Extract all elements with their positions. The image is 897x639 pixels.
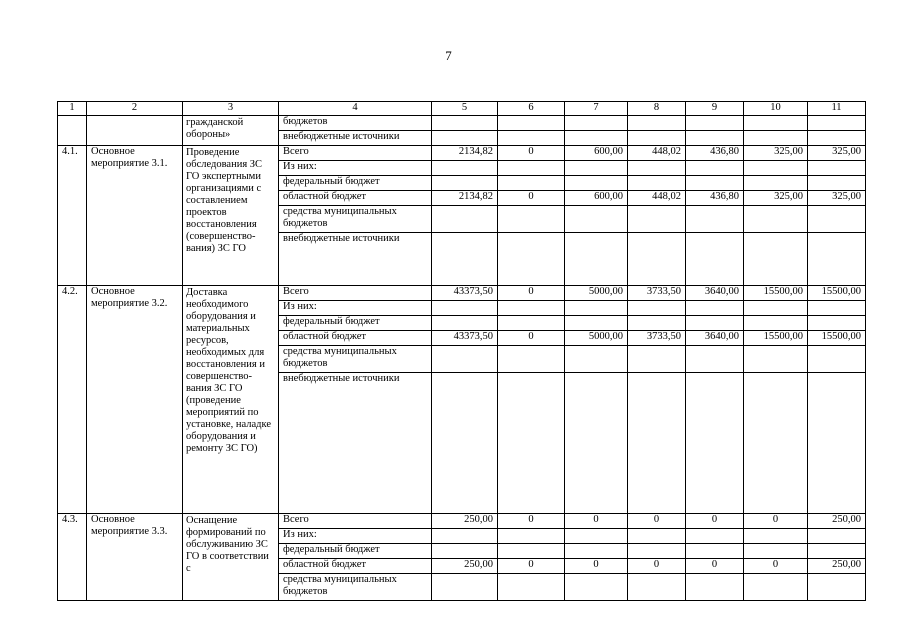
value-cell: 5000,00 <box>565 286 628 301</box>
header-cell: 7 <box>565 102 628 116</box>
activity-number: 4.1. <box>58 146 87 286</box>
header-row <box>58 102 866 116</box>
value-cell: 3733,50 <box>628 331 686 346</box>
activity-description: Проведение обследования ЗС ГО экспертными организациями с составлением проектов восстановления (совершенство-вания) ЗС ГО <box>183 146 279 286</box>
value-cell: 448,02 <box>628 146 686 161</box>
value-cell: 15500,00 <box>744 286 808 301</box>
value-cell: 0 <box>498 146 565 161</box>
value-cell: 325,00 <box>744 146 808 161</box>
source-label: внебюджетные источники <box>279 233 432 286</box>
value-cell: 448,02 <box>628 191 686 206</box>
value-cell: 5000,00 <box>565 331 628 346</box>
value-cell: 325,00 <box>744 191 808 206</box>
value-cell: 0 <box>628 514 686 529</box>
source-label: Всего <box>279 146 432 161</box>
value-cell: 0 <box>628 559 686 574</box>
source-label: внебюджетные источники <box>279 131 432 146</box>
header-cell: 10 <box>744 102 808 116</box>
value-cell: 0 <box>686 559 744 574</box>
activity-name: Основное мероприятие 3.3. <box>87 514 183 601</box>
source-label: средства муниципальных бюджетов <box>279 206 432 233</box>
value-cell: 0 <box>498 514 565 529</box>
value-cell: 0 <box>565 514 628 529</box>
source-label: областной бюджет <box>279 331 432 346</box>
source-label: федеральный бюджет <box>279 316 432 331</box>
header-cell: 11 <box>808 102 866 116</box>
value-cell: 250,00 <box>808 559 866 574</box>
value-cell: 0 <box>686 514 744 529</box>
table-row <box>58 116 866 131</box>
source-label: средства муниципальных бюджетов <box>279 574 432 601</box>
source-label: Из них: <box>279 301 432 316</box>
value-cell: 2134,82 <box>432 191 498 206</box>
value-cell: 250,00 <box>432 559 498 574</box>
activity-description: Доставка необходимого оборудования и материальных ресурсов, необходимых для восстановления и совершенство-вания ЗС ГО (проведение мероприятий по установке, наладке оборудования и ремонту ЗС ГО) <box>183 286 279 514</box>
source-label: областной бюджет <box>279 191 432 206</box>
source-label: средства муниципальных бюджетов <box>279 346 432 373</box>
activity-name: Основное мероприятие 3.2. <box>87 286 183 514</box>
header-cell: 3 <box>183 102 279 116</box>
source-label: внебюджетные источники <box>279 373 432 514</box>
value-cell: 0 <box>498 331 565 346</box>
activity-description: гражданской обороны» <box>183 116 279 146</box>
value-cell: 15500,00 <box>808 286 866 301</box>
value-cell: 0 <box>744 559 808 574</box>
header-cell: 8 <box>628 102 686 116</box>
header-cell: 2 <box>87 102 183 116</box>
page-number: 7 <box>445 48 452 63</box>
value-cell: 15500,00 <box>808 331 866 346</box>
value-cell: 250,00 <box>432 514 498 529</box>
value-cell: 436,80 <box>686 191 744 206</box>
activity-name: Основное мероприятие 3.1. <box>87 146 183 286</box>
value-cell: 325,00 <box>808 146 866 161</box>
value-cell: 0 <box>744 514 808 529</box>
source-label: федеральный бюджет <box>279 176 432 191</box>
source-label: федеральный бюджет <box>279 544 432 559</box>
value-cell: 0 <box>498 286 565 301</box>
value-cell: 43373,50 <box>432 286 498 301</box>
header-cell: 6 <box>498 102 565 116</box>
source-label: Из них: <box>279 161 432 176</box>
header-cell: 4 <box>279 102 432 116</box>
value-cell: 250,00 <box>808 514 866 529</box>
header-cell: 9 <box>686 102 744 116</box>
value-cell: 325,00 <box>808 191 866 206</box>
activity-number: 4.3. <box>58 514 87 601</box>
budget-table <box>57 101 866 601</box>
value-cell: 0 <box>565 559 628 574</box>
header-cell: 1 <box>58 102 87 116</box>
table-row <box>58 146 866 161</box>
value-cell: 3640,00 <box>686 331 744 346</box>
value-cell: 3733,50 <box>628 286 686 301</box>
header-cell: 5 <box>432 102 498 116</box>
value-cell: 2134,82 <box>432 146 498 161</box>
value-cell: 600,00 <box>565 146 628 161</box>
activity-description: Оснащение формирований по обслуживанию ЗС ГО в соответствии с <box>183 514 279 601</box>
table-row <box>58 286 866 301</box>
source-label: областной бюджет <box>279 559 432 574</box>
value-cell: 436,80 <box>686 146 744 161</box>
source-label: Всего <box>279 286 432 301</box>
source-label: бюджетов <box>279 116 432 131</box>
value-cell: 15500,00 <box>744 331 808 346</box>
table-row <box>58 514 866 529</box>
source-label: Из них: <box>279 529 432 544</box>
value-cell: 43373,50 <box>432 331 498 346</box>
value-cell: 0 <box>498 559 565 574</box>
source-label: Всего <box>279 514 432 529</box>
value-cell: 600,00 <box>565 191 628 206</box>
activity-number: 4.2. <box>58 286 87 514</box>
value-cell: 3640,00 <box>686 286 744 301</box>
value-cell: 0 <box>498 191 565 206</box>
